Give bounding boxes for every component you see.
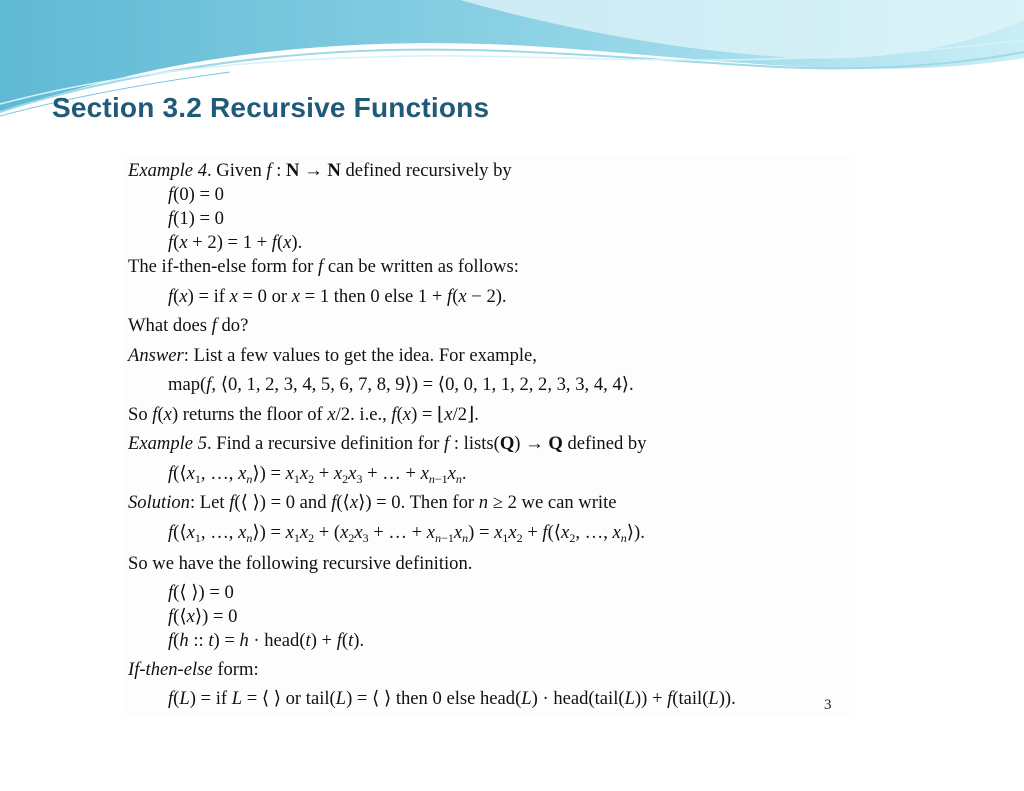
page-number: 3 [824, 697, 832, 713]
ite-form-formula: f(L) = if L = ⟨ ⟩ or tail(L) = ⟨ ⟩ then 0 else head(L) · head(tail(L)) + f(tail(L)). [168, 688, 736, 709]
example-5-formula: $f(⟨x_1$, …, $x_n⟩) = x_1x_2 + x_2x_3$ + … + $x_{n-1}x_n$. [168, 463, 467, 486]
ifthen-intro: The if-then-else form for f can be written as follows: [128, 256, 519, 277]
ite-form-label: If-then-else form: [128, 659, 259, 680]
solution-formula: $f(⟨x_1$, …, $x_n⟩) = x_1x_2 + (x_2x_3$ + … + $x_{n-1}x_n) = x_1x_2$ + $f(⟨x_2$, …, $x_n⟩$). [168, 522, 645, 545]
question-line: What does f do? [128, 315, 249, 336]
recursive-def-line-1: f(⟨ ⟩) = 0 [168, 582, 234, 603]
definition-line-3: f(x + 2) = 1 + f(x). [168, 232, 303, 253]
recursive-def-line-2: f(⟨x⟩) = 0 [168, 606, 238, 627]
example-5-intro: Example 5. Find a recursive definition for f : lists(Q) → Q defined by [128, 433, 647, 454]
ifthen-formula: f(x) = if x = 0 or x = 1 then 0 else 1 + f(x − 2). [168, 286, 507, 307]
slide-title: Section 3.2 Recursive Functions [52, 92, 490, 123]
recursive-def-line-3: f(h :: t) = h · head(t) + f(t). [168, 630, 365, 651]
example-4-intro: Example 4. Given f : N → N defined recursively by [128, 160, 512, 181]
recursive-def-intro: So we have the following recursive definition. [128, 553, 473, 574]
definition-line-1: f(0) = 0 [168, 184, 224, 205]
solution-line: Solution: Let f(⟨ ⟩) = 0 and f(⟨x⟩) = 0. Then for n ≥ 2 we can write [128, 492, 617, 513]
map-example: map(f, ⟨0, 1, 2, 3, 4, 5, 6, 7, 8, 9⟩) = ⟨0, 0, 1, 1, 2, 2, 3, 3, 4, 4⟩. [168, 374, 634, 395]
answer-line: Answer: List a few values to get the idea. For example, [128, 345, 537, 366]
floor-conclusion: So f(x) returns the floor of x/2. i.e., f(x) = ⌊x/2⌋. [128, 404, 479, 425]
definition-line-2: f(1) = 0 [168, 208, 224, 229]
content-image-block [124, 156, 854, 716]
